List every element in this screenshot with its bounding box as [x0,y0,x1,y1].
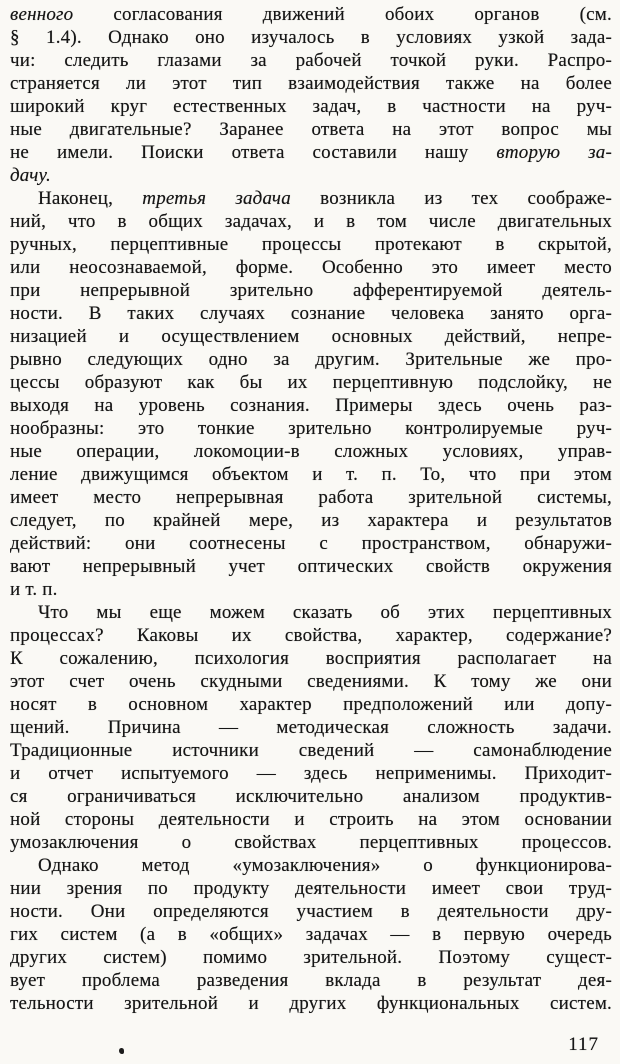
text-line [10,601,612,624]
text-line [10,417,612,440]
text-line [10,900,612,923]
text-segment: умозаключения о свойствах перцептивных процессов. [10,832,612,853]
text-segment: гих систем (а в «общих» задачах — в первую очередь [10,924,612,945]
text-line [10,532,612,555]
text-line [10,739,612,762]
text-segment: § 1.4). Однако оно изучалось в условиях узкой зада- [10,27,612,48]
text-segment: ные операции, локомоции-в сложных условиях, управ- [10,441,612,462]
text-line [10,3,612,26]
text-line [10,371,612,394]
text-line [10,992,612,1015]
text-line [10,26,612,49]
text-line [10,210,612,233]
print-mark-icon [119,1048,124,1054]
text-line [10,693,612,716]
text-segment: низацией и осуществлением основных действий, непре- [10,326,612,347]
text-segment: ление движущимся объектом и т. п. То, что при этом [10,464,612,485]
text-segment: имеет место непрерывная работа зрительной системы, [10,487,612,508]
text-segment: процессах? Каковы их свойства, характер, содержание? [10,625,612,646]
page-number: 117 [568,1034,599,1055]
text-segment: Однако метод «умозаключения» о функционирова- [38,855,612,876]
text-segment: нообразны: это тонкие зрительно контролируемые руч- [10,418,612,439]
text-line [10,509,612,532]
text-line [10,969,612,992]
text-segment: цессы образуют как бы их перцептивную подслойку, не [10,372,612,393]
text-line [10,302,612,325]
text-line [10,118,612,141]
text-segment: Традиционные источники сведений — самонаблюдение [10,740,612,761]
italic-text-segment: третья задача [142,188,291,209]
text-segment: возникла из тех соображе- [290,188,612,209]
text-line [10,164,612,187]
text-line [10,854,612,877]
text-segment: чи: следить глазами за рабочей точкой руки. Распро- [10,50,612,71]
text-segment: нии зрения по продукту деятельности имеет свои труд- [10,878,612,899]
text-segment: носят в основном характер предположений или допу- [10,694,612,715]
text-line [10,555,612,578]
text-segment: действий: они соотнесены с пространством, обнаружи- [10,533,612,554]
text-segment: ности. Они определяются участием в деятельности дру- [10,901,612,922]
text-segment: не имели. Поиски ответа составили нашу [10,142,497,163]
text-line [10,463,612,486]
text-segment: при непрерывной зрительно афферентируемой деятель- [10,280,612,301]
text-line [10,233,612,256]
text-line [10,95,612,118]
text-segment: и отчет испытуемого — здесь неприменимы. Приходит- [10,763,612,784]
page-text-block [10,3,612,1015]
text-line [10,946,612,969]
text-segment: ности. В таких случаях сознание человека занято орга- [10,303,612,324]
text-line [10,325,612,348]
text-segment: К сожалению, психология восприятия располагает на [10,648,612,669]
text-line [10,394,612,417]
text-segment: и т. п. [10,579,58,600]
text-line [10,716,612,739]
text-line [10,486,612,509]
text-line [10,141,612,164]
text-segment: рывно следующих одно за другим. Зрительные же про- [10,349,612,370]
italic-text-segment: венного [10,4,74,25]
text-line [10,923,612,946]
text-line [10,808,612,831]
text-line [10,72,612,95]
text-segment: выходя на уровень сознания. Примеры здесь очень раз- [10,395,612,416]
text-line [10,831,612,854]
text-segment: тельности зрительной и других функциональных систем. [10,993,612,1014]
text-segment: ной стороны деятельности и строить на этом основании [10,809,612,830]
text-line [10,348,612,371]
text-segment: следует, по крайней мере, из характера и результатов [10,510,612,531]
text-segment: других систем) помимо зрительной. Поэтому сущест- [10,947,612,968]
text-segment: ся ограничиваться исключительно анализом продуктив- [10,786,612,807]
text-line [10,187,612,210]
text-line [10,578,612,601]
text-segment: щений. Причина — методическая сложность задачи. [10,717,612,738]
text-line [10,440,612,463]
text-line [10,785,612,808]
text-line [10,647,612,670]
text-line [10,670,612,693]
text-line [10,762,612,785]
italic-text-segment: дачу. [10,165,51,186]
text-line [10,624,612,647]
text-segment: Что мы еще можем сказать об этих перцептивных [38,602,612,623]
text-segment: ний, что в общих задачах, и в том числе двигательных [10,211,612,232]
text-line [10,279,612,302]
text-segment: вует проблема разведения вклада в результат дея- [10,970,612,991]
text-segment: вают непрерывный учет оптических свойств окружения [10,556,612,577]
text-segment: согласования движений обоих органов (см. [73,4,612,25]
italic-text-segment: вторую за- [496,142,612,163]
text-segment: этот счет очень скудными сведениями. К тому же они [10,671,612,692]
text-segment: ручных, перцептивные процессы протекают в скрытой, [10,234,612,255]
text-line [10,49,612,72]
text-line [10,256,612,279]
text-segment: широкий круг естественных задач, в частности на руч- [10,96,612,117]
text-line [10,877,612,900]
text-segment: Наконец, [38,188,143,209]
text-segment: страняется ли этот тип взаимодействия также на более [10,73,612,94]
text-segment: или неосознаваемой, форме. Особенно это имеет место [10,257,612,278]
text-segment: ные двигательные? Заранее ответа на этот вопрос мы [10,119,612,140]
